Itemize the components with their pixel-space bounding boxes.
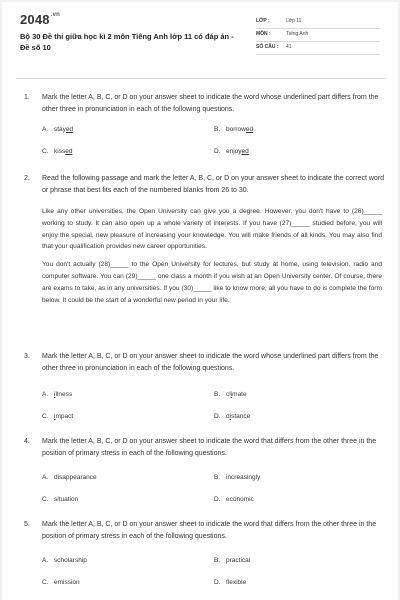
question-number: 4. — [24, 438, 30, 445]
question-stem: Read the following passage and mark the letter A, B, C, or D on your answer sheet to indicate the correct word or phrase that best fits each of the numbered blanks from 26 to 30. — [42, 175, 385, 194]
option-text: stay — [54, 126, 66, 133]
option-text: enjoy — [226, 148, 242, 155]
option-1d[interactable] — [214, 148, 249, 155]
meta-key: LỚP : — [256, 18, 270, 24]
option-text: emission — [54, 579, 80, 586]
option-3a[interactable] — [42, 391, 72, 398]
option-3d[interactable] — [214, 413, 250, 420]
document-meta — [256, 16, 380, 55]
question-number: 3. — [24, 353, 30, 360]
option-text: disappearance — [54, 474, 97, 481]
question-number: 2. — [24, 175, 30, 182]
question-2 — [24, 173, 392, 197]
question-stem: Mark the letter A, B, C, or D on your answer sheet to indicate the word that differs from the other three in the position of primary stress in each of the following questions. — [42, 521, 377, 540]
option-letter: B. — [214, 474, 221, 481]
option-text: flexible — [226, 579, 247, 586]
meta-key: MÔN : — [256, 31, 271, 37]
question-4 — [24, 436, 392, 460]
question-stem: Mark the letter A, B, C, or D on your answer sheet to indicate the word whose underlined part differs from the other three in pronunciation in each of the following questions. — [42, 353, 379, 372]
option-text: borrow — [226, 126, 246, 133]
option-4a[interactable] — [42, 474, 97, 481]
option-letter: C. — [42, 148, 49, 155]
option-text: mpact — [55, 413, 74, 420]
meta-value: Lớp 11 — [286, 18, 302, 24]
option-5d[interactable] — [214, 579, 246, 586]
question-number: 1. — [24, 94, 30, 101]
reading-passage — [42, 206, 382, 312]
option-text: situation — [54, 496, 79, 503]
option-letter: C. — [42, 413, 49, 420]
option-1c[interactable] — [42, 148, 72, 155]
question-3 — [24, 351, 392, 375]
document-title: Bộ 30 Đề thi giữa học kì 2 môn Tiếng Anh lớp 11 có đáp án - Đề số 10 — [20, 32, 234, 52]
option-underlined: ed — [245, 126, 254, 133]
document-page — [2, 2, 398, 600]
option-5c[interactable] — [42, 579, 80, 586]
page-header — [2, 2, 398, 66]
option-letter: A. — [42, 474, 49, 481]
option-3c[interactable] — [42, 413, 73, 420]
option-text: llness — [55, 391, 73, 398]
meta-row-count — [256, 42, 380, 55]
option-underlined: ed — [241, 148, 249, 155]
meta-key: SỐ CÂU : — [256, 44, 279, 50]
option-text: practical — [226, 557, 251, 564]
option-1b[interactable] — [214, 126, 253, 133]
option-text: economic — [226, 496, 254, 503]
option-underlined: ed — [65, 148, 73, 155]
option-letter: C. — [42, 579, 49, 586]
option-letter: D. — [214, 496, 221, 503]
option-underlined: i — [54, 413, 56, 420]
option-letter: A. — [42, 391, 49, 398]
question-number: 5. — [24, 521, 30, 528]
meta-row-subject — [256, 29, 380, 42]
logo-suffix: .vn — [50, 12, 61, 18]
question-stem: Mark the letter A, B, C, or D on your answer sheet to indicate the word that differs from the other three in the position of primary stress in each of the following questions. — [42, 438, 377, 457]
header-divider — [16, 78, 386, 79]
option-text: kiss — [54, 148, 66, 155]
option-text: increasingly — [226, 474, 261, 481]
site-logo[interactable] — [20, 12, 60, 27]
meta-value: 41 — [286, 44, 292, 50]
passage-paragraph: You don't actually (28)_____ to the Open University for lectures, but study at home, using television, radio and computer software. You can (29)_____ one class a month if you wish at an Open University center. Of course, there are exams to take, as in any universities. If you (30)_____ like to know more, all you have to do is complete the form below. It could be the start of a wonderful new period in your life. — [42, 261, 382, 304]
option-text: d — [226, 413, 230, 420]
option-letter: D. — [214, 579, 221, 586]
option-letter: C. — [42, 496, 49, 503]
option-text: stance — [231, 413, 251, 420]
logo-text: 2048 — [20, 12, 50, 27]
option-4d[interactable] — [214, 496, 254, 503]
question-stem: Mark the letter A, B, C, or D on your answer sheet to indicate the word whose underlined part differs from the other three in pronunciation in each of the following questions. — [42, 94, 379, 113]
option-letter: B. — [214, 391, 221, 398]
option-letter: A. — [42, 557, 49, 564]
meta-value: Tiếng Anh — [286, 31, 309, 37]
option-underlined: i — [54, 391, 56, 398]
option-text: cl — [226, 391, 231, 398]
option-letter: D. — [214, 148, 221, 155]
meta-row-class — [256, 16, 380, 29]
option-underlined: i — [229, 413, 232, 420]
passage-paragraph: Like any other universities, the Open University can give you a degree. However, you don't have to (26)_____ working to study. It can also open up a whole variety of interests. If you have (27)_____ studied before, you will enjoy the special, new pleasure of increasing your knowledge. You will make friends of all kinds. You may also find that your qualification provides new career opportunities. — [42, 208, 382, 251]
option-underlined: i — [230, 391, 233, 398]
option-1a[interactable] — [42, 126, 73, 133]
option-5b[interactable] — [214, 557, 250, 564]
option-underlined: ed — [65, 126, 74, 133]
option-text: scholarship — [54, 557, 87, 564]
question-1 — [24, 92, 392, 116]
option-4c[interactable] — [42, 496, 78, 503]
option-3b[interactable] — [214, 391, 247, 398]
option-letter: A. — [42, 126, 49, 133]
question-5 — [24, 519, 392, 543]
option-letter: B. — [214, 557, 221, 564]
option-letter: D. — [214, 413, 221, 420]
option-letter: B. — [214, 126, 221, 133]
option-text: mate — [232, 391, 247, 398]
option-4b[interactable] — [214, 474, 260, 481]
option-5a[interactable] — [42, 557, 87, 564]
